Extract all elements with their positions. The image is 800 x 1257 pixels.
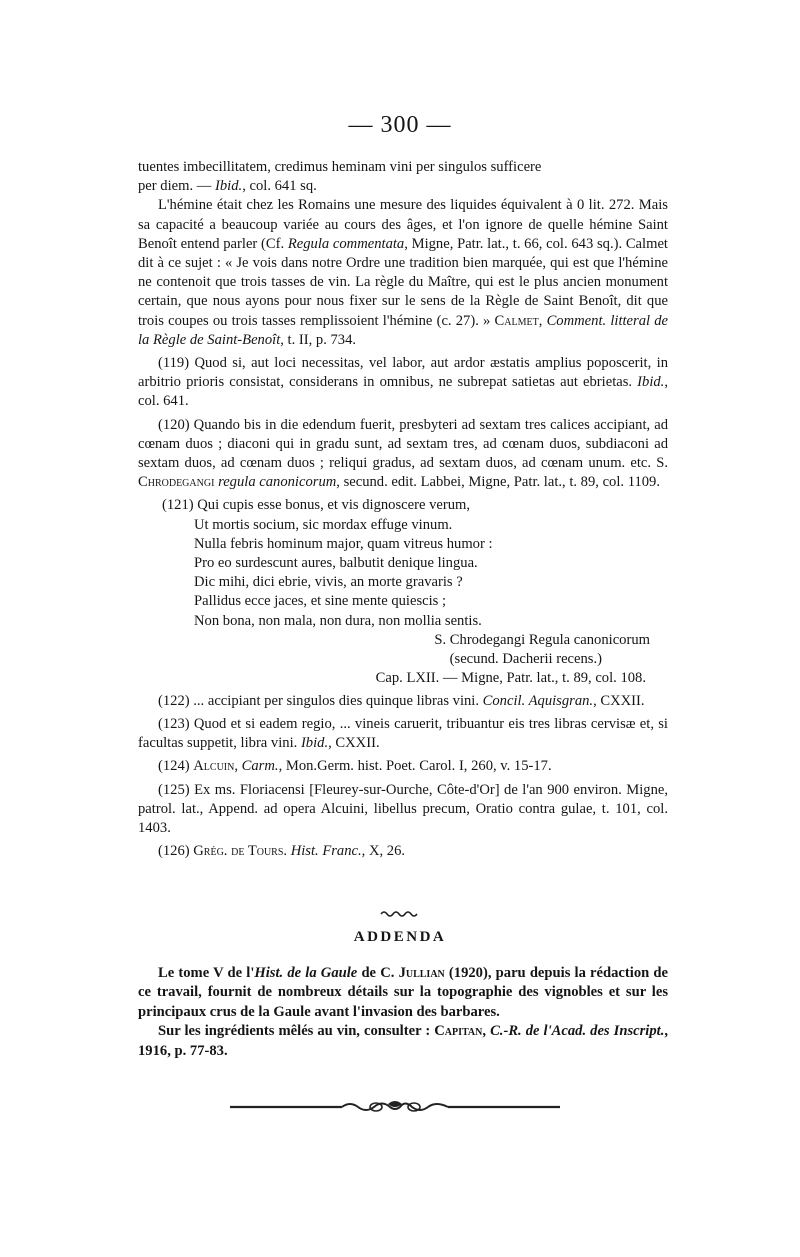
note-text: (124) (158, 758, 194, 775)
note-121-attribution (138, 631, 668, 688)
note-ref: Comment. litteral de la Règle de Saint-Benoît (138, 312, 669, 348)
note-text: (119) Quod si, aut loci necessitas, vel labor, aut ardor æstatis amplius poposcerit, in arbitrio prioris consistat, considerans in omnibus, ne subrepat satietas aut ebrietas. (138, 355, 668, 391)
note-ref: regula canonicorum (218, 474, 337, 491)
addenda-ref: Hist. de la Gaule (254, 965, 358, 981)
tailpiece-ornament-icon (230, 1098, 560, 1116)
verse-line: Pallidus ecce jaces, et sine mente quiescis ; (194, 593, 447, 610)
note-119 (138, 354, 668, 412)
note-125 (138, 781, 668, 839)
note-text: per diem. — (138, 178, 216, 195)
note-123 (138, 715, 668, 753)
note-text: , col. 641. (138, 374, 668, 410)
page-number: — 300 — (348, 112, 452, 138)
author-name: Chrodegangi (138, 474, 215, 491)
addenda-text-run: Sur les ingrédients mêlés au vin, consulter : (158, 1023, 435, 1040)
addenda-text-run: (1920), paru depuis la rédaction de ce travail, fournit de nombreux détails sur la topographie des vignobles et sur les principaux crus de la Gaule avant l'invasion des barbares. (138, 965, 668, 1020)
note-ref: Hist. Franc. (290, 843, 362, 860)
note-text: , secund. edit. Labbei, Migne, Patr. lat., t. 89, col. 1109. (336, 474, 660, 491)
verse-line: Dic mihi, dici ebrie, vivis, an morte gravaris ? (194, 574, 463, 591)
note-ref: Ibid. (215, 178, 243, 195)
note-text: , CXXII. (328, 735, 380, 752)
author-name: Calmet (494, 312, 539, 329)
author-name: Capitan (434, 1023, 483, 1040)
note-text: , Migne, Patr. lat., t. 66, col. 643 sq.). Calmet dit à ce sujet : « Je vois dans notre Ordre une tradition bien marquée, qui est que l'hémine ne contenoit que trois tasses de vin. La règle du Maître, qui est le plus ancien monument certain, que nous ayons pour nous fixer sur le sens de la Règle de Saint Benoît, dit que trois coupes ou trois tasses remplissoient l'hémine (c. 27). » (138, 235, 668, 329)
note-text: (122) ... accipiant per singulos dies quinque libras vini. (158, 692, 483, 709)
author-name: Jullian (398, 965, 445, 981)
addenda-heading: ADDENDA (353, 929, 447, 945)
author-name: Grég. de Tours (193, 843, 284, 860)
addenda-ref: C.-R. de l'Acad. des Inscript. (490, 1023, 665, 1040)
note-122 (138, 692, 668, 711)
tilde-ornament-icon (0, 902, 800, 921)
note-text: (125) Ex ms. Floriacensi [Fleurey-sur-Ourche, Côte-d'Or] de l'an 900 environ. Migne, patrol. lat., Append. ad opera Alcuini, libellus precum, Oratio contra gulae, t. 101, col. 1403. (138, 781, 668, 837)
attribution-line: S. Chrodegangi Regula canonicorum (434, 631, 650, 648)
note-text: (120) Quando bis in die edendum fuerit, presbyteri ad sextam tres calices accipiant, ad cœnam duos ; diaconi qui in gradu sunt, ad sextam tres, ad cœnam duos, subdiaconi ad sextam duos, ad cœnam duos ; reliqui gradus, ad sextam duos, ad cœnam unum. etc. S. (138, 416, 668, 472)
note-hemine (138, 196, 668, 350)
addenda-text-run: de C. (357, 965, 399, 981)
note-124 (138, 757, 668, 776)
note-ref: Ibid. (300, 735, 329, 752)
note-text: (126) (158, 843, 194, 860)
addenda-text-run: , 1916, p. 77-83. (138, 1023, 668, 1059)
note-126 (138, 842, 668, 861)
note-121-verses (138, 496, 668, 630)
attribution-line: (secund. Dacherii recens.) (449, 650, 602, 667)
note-text: L'hémine était chez les Romains une mesure des liquides équivalent à 0 lit. 272. Mais sa capacité a beaucoup variée au cours des âges, et l'on ignore de quelle hémine Saint Benoît entend parler (Cf. (138, 197, 668, 252)
note-118-continuation (138, 158, 668, 196)
attribution-line: Cap. LXII. — Migne, Patr. lat., t. 89, col. 108. (375, 669, 646, 686)
verse-line: Ut mortis socium, sic mordax effuge vinum. (194, 516, 453, 533)
note-text: , col. 641 sq. (242, 178, 317, 195)
note-text: , (234, 758, 242, 775)
note-text: . (283, 843, 291, 860)
note-ref: Concil. Aquisgran. (482, 692, 594, 709)
footnotes (138, 158, 668, 862)
note-text: , (538, 312, 547, 329)
addenda-text (138, 964, 668, 1061)
note-ref: Carm. (241, 758, 279, 775)
note-text: , X, 26. (361, 843, 406, 860)
author-name: Alcuin (193, 758, 235, 775)
addenda-paragraph (138, 964, 668, 1022)
note-ref: Regula commentata (287, 235, 405, 252)
addenda-text-run: Le tome V de l' (158, 965, 255, 981)
note-text: tuentes imbecillitatem, credimus heminam vini per singulos sufficere (138, 159, 542, 175)
verse-line: (121) Qui cupis esse bonus, et vis dignoscere verum, (162, 497, 471, 514)
verse-line: Non bona, non mala, non dura, non mollia sentis. (194, 612, 482, 629)
note-text: , t. II, p. 734. (280, 331, 357, 348)
addenda-paragraph (138, 1022, 668, 1061)
addenda-text-run: , (482, 1023, 491, 1040)
note-ref: Ibid. (637, 374, 665, 391)
note-text: , Mon.Germ. hist. Poet. Carol. I, 260, v. 15-17. (278, 758, 552, 775)
note-text: (123) Quod et si eadem regio, ... vineis caruerit, tribuantur eis tres libras cervisæ et, si facultas suppetit, libra vini. (138, 716, 668, 752)
verse-line: Nulla febris hominum major, quam vitreus humor : (194, 535, 493, 552)
note-text: , CXXII. (593, 692, 645, 709)
verse-line: Pro eo surdescunt aures, balbutit denique lingua. (194, 555, 478, 572)
note-120 (138, 416, 668, 493)
